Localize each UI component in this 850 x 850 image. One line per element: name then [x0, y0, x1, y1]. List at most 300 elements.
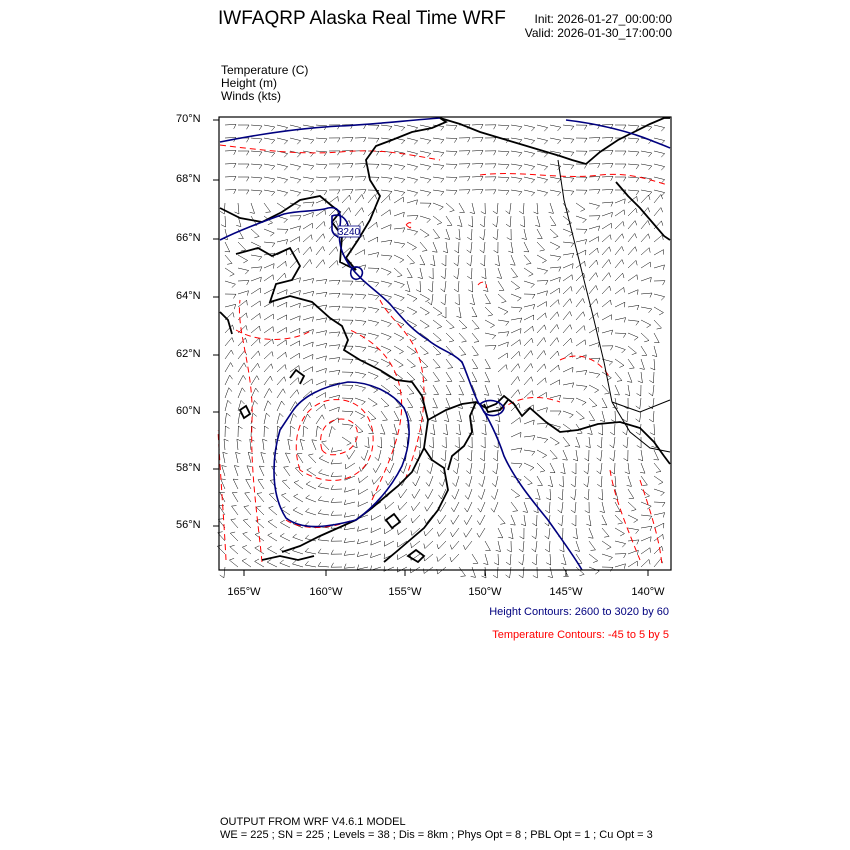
- wind-barb: [477, 515, 485, 525]
- wind-barb: [277, 273, 286, 281]
- wind-barb: [625, 463, 630, 474]
- wind-barb: [316, 393, 326, 399]
- wind-barb: [480, 450, 485, 461]
- wind-barb: [407, 138, 418, 144]
- field-label-winds: Winds (kts): [221, 89, 281, 103]
- wind-barb: [316, 138, 327, 143]
- wind-barb: [303, 367, 313, 372]
- wind-barb: [641, 489, 650, 498]
- wind-barb: [589, 398, 597, 407]
- wind-barb: [511, 390, 520, 398]
- wind-barb: [238, 125, 249, 129]
- wind-barb: [537, 450, 547, 458]
- wind-barb: [368, 268, 379, 273]
- wind-barb: [284, 467, 290, 476]
- wind-barb: [485, 333, 496, 339]
- wind-barb: [446, 372, 452, 382]
- wind-barb: [506, 567, 511, 578]
- wind-barb: [394, 294, 404, 301]
- wind-barb: [524, 255, 531, 264]
- wind-barb: [521, 515, 526, 526]
- wind-barb: [576, 286, 585, 295]
- map-title: IWFAQRP Alaska Real Time WRF: [218, 8, 506, 29]
- wind-barb: [277, 327, 287, 333]
- wind-barb: [303, 304, 314, 309]
- wind-barb: [251, 164, 262, 169]
- wind-barb: [418, 268, 423, 279]
- wind-barb: [407, 333, 416, 341]
- wind-barb: [381, 195, 390, 203]
- wind-barb: [280, 560, 290, 567]
- wind-barb: [524, 268, 533, 276]
- wind-barb: [277, 315, 287, 320]
- wind-barb: [535, 216, 540, 227]
- wind-barb: [344, 551, 355, 556]
- wind-barb: [303, 426, 308, 437]
- wind-barb: [586, 515, 591, 526]
- wind-barb: [589, 237, 599, 242]
- lon-label-160w: 160°W: [309, 586, 343, 598]
- wind-barb: [303, 151, 314, 157]
- wind-barb: [524, 138, 535, 144]
- wind-barb: [628, 190, 639, 195]
- wind-barb: [537, 229, 542, 239]
- wind-barb: [600, 411, 605, 422]
- wind-barb: [230, 532, 238, 541]
- wind-barb: [483, 281, 488, 292]
- wind-barb: [371, 528, 381, 533]
- wind-barb: [589, 385, 599, 393]
- wind-barb: [485, 372, 490, 382]
- wind-barb: [420, 359, 428, 368]
- wind-barb: [511, 151, 522, 157]
- wind-barb: [381, 359, 391, 367]
- wind-barb: [251, 363, 260, 372]
- wind-barb: [472, 124, 483, 128]
- wind-barb: [589, 260, 598, 268]
- wind-barb: [454, 268, 459, 279]
- wind-barb: [264, 275, 273, 281]
- contour-label: [338, 226, 361, 238]
- wind-barb: [303, 190, 314, 196]
- wind-barb: [441, 450, 446, 461]
- wind-barb: [571, 476, 576, 487]
- wind-barb: [365, 437, 370, 448]
- wind-barb: [563, 299, 572, 307]
- wind-barb: [290, 390, 299, 398]
- wind-barb: [342, 307, 353, 312]
- wind-barb: [368, 195, 377, 204]
- wind-barb: [358, 489, 368, 495]
- wind-barb: [371, 540, 381, 545]
- wind-barb: [428, 294, 433, 305]
- wind-barb: [615, 564, 626, 569]
- wind-barb: [485, 320, 495, 328]
- wind-barb: [316, 356, 327, 361]
- wind-barb: [238, 388, 245, 398]
- wind-barb: [267, 559, 277, 567]
- wind-barb: [511, 364, 520, 372]
- wind-barb: [471, 567, 476, 577]
- wind-barb: [407, 177, 418, 183]
- wind-barb: [485, 138, 496, 142]
- wind-barb: [225, 150, 236, 154]
- wind-barb: [480, 242, 485, 253]
- wind-barb: [493, 216, 498, 227]
- wind-barb: [654, 463, 661, 472]
- wind-barb: [225, 375, 233, 385]
- wind-barb: [485, 307, 493, 316]
- wind-barb: [641, 559, 650, 567]
- wind-barb: [331, 448, 342, 453]
- wind-barb: [654, 294, 665, 300]
- wind-barb: [430, 424, 435, 435]
- wind-barb: [238, 281, 249, 285]
- wind-barb: [238, 242, 246, 251]
- wind-barb: [511, 318, 522, 323]
- wind-barb: [511, 190, 522, 196]
- wind-barb: [550, 125, 561, 131]
- lat-label-60n: 60°N: [176, 405, 201, 417]
- wind-barb: [344, 564, 355, 569]
- wind-barb: [615, 346, 625, 353]
- wind-barb: [290, 414, 297, 425]
- lat-label-68n: 68°N: [176, 173, 201, 185]
- wind-barb: [563, 411, 573, 418]
- wind-barb: [433, 151, 444, 157]
- wind-barb: [329, 233, 338, 242]
- wind-barb: [297, 454, 303, 463]
- wind-barb: [615, 372, 622, 381]
- wind-barb: [438, 515, 447, 524]
- wind-barb: [329, 280, 340, 285]
- wind-barb: [263, 439, 268, 450]
- wind-barb: [615, 554, 626, 558]
- wind-barb: [485, 151, 496, 155]
- wind-barb: [411, 515, 420, 523]
- wind-barb: [511, 351, 520, 359]
- wind-barb: [445, 229, 450, 239]
- wind-barb: [602, 163, 613, 167]
- wind-barb: [496, 541, 501, 552]
- wind-barb: [446, 190, 457, 195]
- wind-barb: [329, 407, 339, 412]
- wind-barb: [294, 494, 303, 502]
- wind-barb: [498, 294, 506, 303]
- wind-barb: [654, 320, 662, 329]
- wind-barb: [264, 401, 271, 411]
- wind-barb: [537, 281, 548, 285]
- model-info-title: OUTPUT FROM WRF V4.6.1 MODEL: [220, 816, 406, 828]
- wind-barb: [433, 372, 440, 381]
- wind-barb: [641, 502, 651, 509]
- wind-barb: [628, 151, 639, 156]
- wind-barb: [329, 177, 340, 181]
- wind-barb: [493, 229, 498, 240]
- wind-barb: [641, 307, 652, 313]
- wind-barb: [472, 554, 478, 564]
- wind-barbs: [217, 124, 665, 578]
- wind-barb: [610, 450, 615, 461]
- wind-barb: [602, 259, 611, 268]
- wind-barb: [416, 281, 421, 292]
- wind-barb: [368, 307, 379, 313]
- wind-barb: [344, 500, 355, 505]
- wind-barb: [524, 326, 533, 333]
- wind-barb: [641, 164, 652, 170]
- wind-barb: [479, 463, 485, 474]
- wind-barb: [264, 302, 274, 308]
- wind-barb: [368, 237, 378, 242]
- wind-barb: [381, 346, 391, 353]
- wind-barb: [550, 380, 560, 385]
- wind-barb: [433, 164, 444, 170]
- wind-barb: [524, 476, 532, 485]
- wind-barb: [615, 287, 624, 294]
- wind-barb: [615, 541, 626, 547]
- wind-barb: [290, 164, 301, 170]
- wind-barb: [230, 545, 238, 554]
- wind-barb: [381, 411, 387, 420]
- wind-barb: [316, 279, 327, 284]
- wind-barb: [355, 320, 366, 325]
- wind-barb: [649, 411, 654, 422]
- wind-barb: [472, 346, 478, 355]
- wind-barb: [455, 294, 459, 305]
- wind-barb: [589, 273, 598, 282]
- wind-barb: [261, 453, 266, 464]
- wind-barb: [407, 164, 418, 170]
- wind-barb: [563, 398, 574, 403]
- wind-barb: [459, 346, 466, 355]
- wind-barb: [446, 385, 451, 395]
- wind-barb: [329, 164, 340, 168]
- wind-barb: [277, 377, 286, 385]
- wind-barb: [511, 448, 522, 453]
- wind-barb: [563, 437, 570, 446]
- wind-barb: [484, 385, 489, 395]
- wind-barb: [368, 222, 377, 229]
- wind-barb: [329, 196, 338, 203]
- wind-barb: [290, 190, 301, 196]
- wind-barb: [537, 325, 546, 333]
- wind-barb: [550, 324, 559, 333]
- wind-barb: [223, 452, 228, 463]
- wind-barb: [251, 326, 260, 333]
- wind-barb: [472, 189, 483, 193]
- wind-barb: [381, 190, 392, 195]
- wind-barb: [329, 418, 339, 424]
- wind-barb: [532, 554, 537, 565]
- wind-barb: [589, 226, 600, 231]
- wind-barb: [572, 463, 576, 474]
- wind-barb: [628, 502, 636, 511]
- wind-barb: [290, 341, 300, 346]
- wind-barb: [225, 388, 232, 398]
- wind-barb: [238, 363, 246, 372]
- wind-barb: [380, 424, 385, 434]
- wind-barb: [394, 125, 405, 131]
- wind-barb: [319, 456, 329, 464]
- wind-barb: [388, 450, 394, 461]
- wind-barb: [355, 194, 364, 203]
- wind-barb: [358, 502, 368, 507]
- wind-barb: [446, 151, 457, 156]
- wind-barb: [467, 255, 472, 266]
- wind-barb: [481, 437, 485, 448]
- wind-barb: [277, 389, 285, 398]
- wind-barb: [282, 480, 290, 489]
- wind-barb: [427, 463, 433, 474]
- wind-barb: [385, 502, 394, 509]
- wind-barb: [602, 150, 613, 154]
- wind-barb: [238, 190, 249, 194]
- lat-label-64n: 64°N: [176, 290, 201, 302]
- wind-barb: [506, 554, 511, 565]
- wind-barb: [277, 229, 288, 234]
- wind-barb: [494, 242, 498, 253]
- wind-barb: [627, 372, 632, 382]
- wind-barb: [485, 177, 496, 181]
- wind-barb: [381, 164, 392, 169]
- wind-barb: [576, 125, 587, 130]
- wind-barb: [442, 307, 446, 318]
- wind-barb: [303, 342, 313, 347]
- wind-barb: [443, 242, 448, 253]
- wind-barb: [225, 242, 230, 252]
- wind-barb: [424, 554, 433, 561]
- wind-barb: [470, 203, 475, 214]
- wind-barb: [524, 164, 535, 170]
- wind-barb: [498, 190, 509, 195]
- wind-barb: [316, 381, 326, 386]
- wind-barb: [627, 476, 632, 486]
- wind-barb: [641, 515, 652, 520]
- wind-barb: [446, 177, 457, 182]
- wind-barb: [329, 426, 335, 437]
- wind-barb: [589, 216, 600, 220]
- wind-barb: [419, 411, 424, 421]
- wind-barb: [368, 320, 379, 326]
- wind-barb: [420, 177, 431, 183]
- wind-barb: [225, 400, 231, 411]
- wind-barb: [491, 502, 498, 512]
- wind-barb: [524, 420, 534, 425]
- wind-barb: [224, 439, 229, 450]
- wind-barb: [550, 463, 555, 473]
- lon-label-150w: 150°W: [468, 586, 502, 598]
- wind-barb: [589, 177, 600, 181]
- wind-barb: [482, 268, 487, 279]
- wind-barb: [407, 398, 413, 408]
- wind-barb: [637, 385, 642, 396]
- wind-barb: [550, 242, 560, 250]
- wind-barb: [615, 359, 624, 368]
- wind-barb: [285, 453, 290, 463]
- wind-barb: [650, 359, 655, 370]
- wind-barb: [641, 195, 650, 203]
- wind-barb: [519, 554, 524, 565]
- wind-barb: [433, 320, 442, 329]
- wind-barb: [456, 307, 461, 318]
- wind-barb: [277, 401, 285, 411]
- wind-barb: [264, 138, 275, 144]
- wind-barb: [238, 268, 249, 274]
- wind-barb: [459, 567, 466, 576]
- wind-barb: [251, 125, 262, 130]
- wind-barb: [511, 376, 520, 385]
- wind-barb: [576, 229, 587, 234]
- wind-barb: [498, 125, 509, 130]
- wind-barb: [550, 177, 561, 183]
- wind-barb: [602, 202, 613, 207]
- wind-barb: [628, 208, 637, 216]
- wind-barb: [306, 508, 317, 515]
- wind-barb: [524, 450, 535, 456]
- wind-barb: [251, 288, 261, 294]
- wind-barb: [537, 378, 546, 385]
- wind-barb: [576, 240, 587, 245]
- wind-barb: [589, 285, 598, 294]
- wind-barb: [303, 235, 312, 242]
- wind-barb: [238, 291, 249, 296]
- wind-barb: [459, 138, 470, 142]
- wind-barb: [628, 320, 639, 325]
- wind-barb: [550, 138, 561, 144]
- wind-barb: [506, 216, 511, 227]
- model-info-params: WE = 225 ; SN = 225 ; Levels = 38 ; Dis = 8km ; Phys Opt = 8 ; PBL Opt = 1 ; Cu Opt = 3: [220, 829, 653, 841]
- wind-barb: [424, 541, 433, 549]
- wind-barb: [511, 125, 522, 131]
- wind-barb: [251, 338, 260, 346]
- wind-barb: [437, 541, 446, 549]
- wind-barb: [459, 151, 470, 155]
- wind-barb: [407, 268, 412, 278]
- wind-barb: [238, 255, 248, 263]
- wind-barb: [650, 424, 654, 435]
- wind-barb: [394, 190, 405, 196]
- wind-barb: [290, 316, 300, 321]
- wind-barb: [264, 314, 274, 320]
- wind-barb: [318, 562, 329, 567]
- wind-barb: [394, 268, 402, 277]
- wind-barb: [407, 346, 416, 354]
- wind-barb: [344, 513, 355, 518]
- wind-barb: [257, 493, 264, 502]
- wind-barb: [258, 480, 264, 489]
- wind-barb: [342, 385, 353, 390]
- wind-barb: [623, 411, 628, 422]
- wind-barb: [303, 354, 313, 359]
- wind-barb: [602, 235, 611, 242]
- wind-barb: [465, 502, 473, 512]
- wind-barb: [537, 437, 548, 443]
- wind-barb: [225, 255, 232, 264]
- height-contours: [220, 118, 670, 570]
- wind-barb: [318, 483, 329, 489]
- wind-barb: [602, 515, 607, 525]
- wind-barb: [493, 567, 498, 578]
- wind-barb: [312, 440, 317, 450]
- wind-barb: [342, 424, 353, 429]
- wind-barb: [576, 203, 585, 211]
- wind-barb: [548, 476, 553, 487]
- wind-barb: [602, 398, 607, 408]
- wind-barb: [433, 229, 440, 238]
- wind-barb: [589, 411, 595, 421]
- wind-barb: [316, 234, 325, 242]
- wind-barb: [654, 534, 663, 541]
